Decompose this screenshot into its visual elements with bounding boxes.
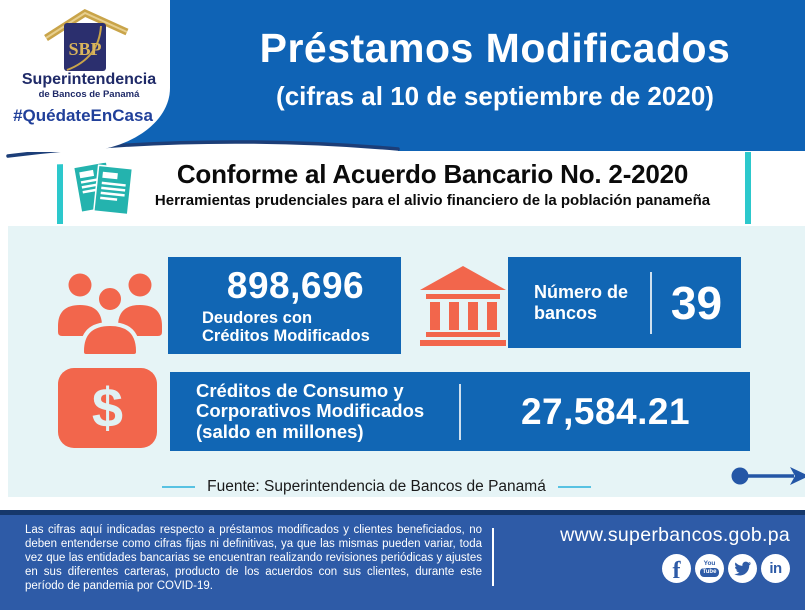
people-icon: [53, 272, 167, 356]
page-subtitle: (cifras al 10 de septiembre de 2020): [276, 81, 714, 112]
debtors-label-line2: Créditos Modificados: [202, 327, 370, 346]
banks-label-line2: bancos: [534, 302, 598, 323]
disclaimer-text: Las cifras aquí indicadas respecto a préstamos modificados y clientes beneficiados, no deben entenderse como cifras fijas ni definitivas, ya que las mismas pueden variar, toda vez que las entidades bancarias se encuentran realizando revisiones periódicas y ajustes en sus diferentes carteras, producto de los acuerdos con sus clientes, durante este período de pandemia por COVID-19.: [25, 524, 482, 592]
banks-label-line1: Número de: [534, 282, 629, 303]
social-icons: [505, 554, 790, 583]
footer: [0, 510, 805, 610]
arrow-right-icon: [730, 464, 805, 488]
bank-icon: [418, 266, 508, 346]
source-line: [8, 478, 745, 496]
linkedin-icon[interactable]: in: [761, 554, 790, 583]
dollar-icon: $: [58, 368, 157, 448]
source-dash-left: [162, 486, 195, 489]
banks-stat-box: [508, 257, 741, 348]
sbp-shield-icon: [64, 23, 106, 71]
hashtag-quedate-en-casa: #QuédateEnCasa: [13, 106, 153, 125]
twitter-icon[interactable]: [728, 554, 757, 583]
org-name-line2: de Bancos de Panamá: [38, 89, 140, 100]
footer-divider: [492, 528, 494, 586]
source-dash-right: [558, 486, 591, 489]
youtube-icon[interactable]: You Tube: [695, 554, 724, 583]
credits-label-line3: (saldo en millones): [196, 420, 364, 442]
credits-stat-box: [170, 372, 750, 451]
stats-area: [8, 226, 805, 497]
logo-panel: [0, 0, 170, 152]
page-title: Préstamos Modificados: [259, 25, 731, 71]
source-text: Fuente: Superintendencia de Bancos de Panamá: [207, 478, 546, 495]
acuerdo-title: Conforme al Acuerdo Bancario No. 2-2020: [176, 159, 689, 189]
debtors-stat-box: [168, 257, 401, 354]
org-name-line1: Superintendencia: [21, 71, 157, 88]
credits-label-line2: Corporativos Modificados: [196, 400, 425, 422]
credits-label-line1: Créditos de Consumo y: [196, 379, 404, 401]
debtors-value: 898,696: [226, 265, 365, 306]
acuerdo-subtitle: Herramientas prudenciales para el alivio financiero de la población panameña: [154, 192, 711, 209]
debtors-label-line1: Deudores con: [202, 309, 313, 327]
sbp-logo: [0, 0, 170, 72]
facebook-icon[interactable]: f: [662, 554, 691, 583]
website-link[interactable]: www.superbancos.gob.pa: [560, 524, 790, 546]
svg-text:SBP: SBP: [68, 39, 102, 59]
credits-value: 27,584.21: [520, 390, 691, 432]
banks-value: 39: [670, 276, 723, 329]
